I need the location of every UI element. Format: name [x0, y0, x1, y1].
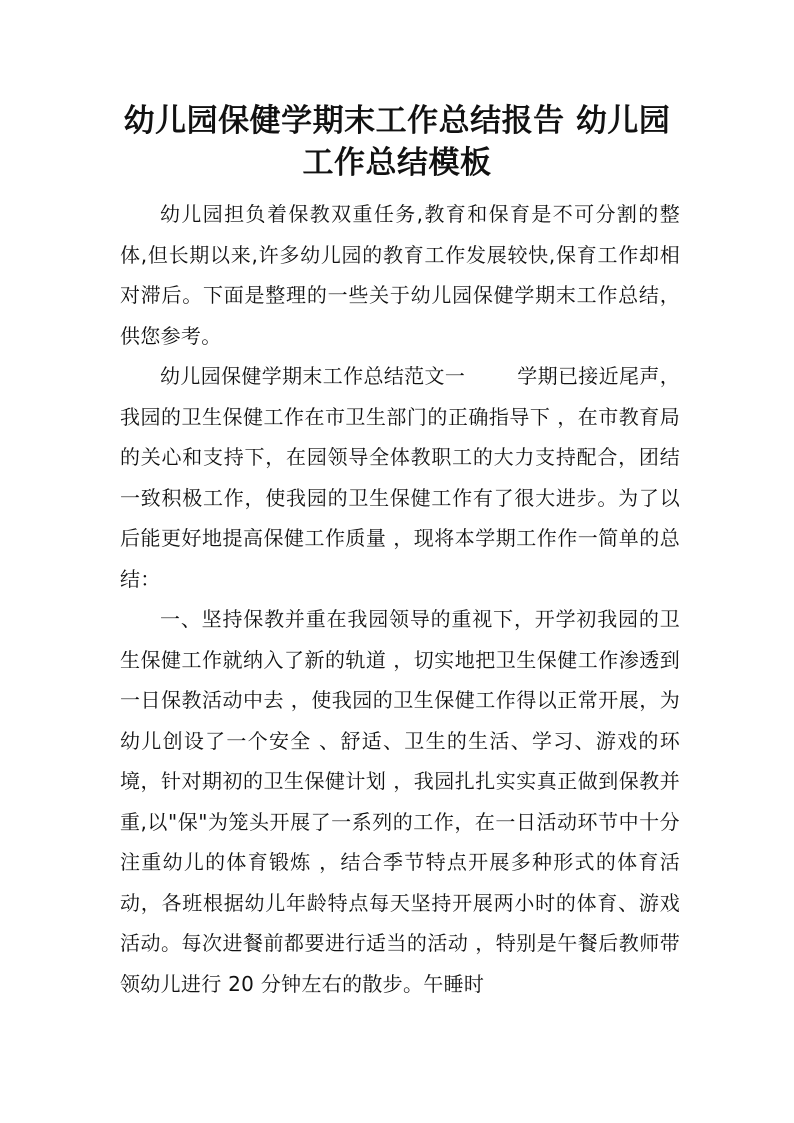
sample-opening: 学期已接近尾声，我园的卫生保健工作在市卫生部门的正确指导下 ，在市教育局的关心和支持下，在园领导全体教职工的大力支持配合，团结一致积极工作，使我园的卫生保健工作有了很大进步。为了以后能更好地提高保健工作质量 ，现将本学期工作作一简单的总结： — [120, 364, 680, 591]
document-title: 幼儿园保健学期末工作总结报告 幼儿园工作总结模板 — [123, 103, 671, 181]
sample-heading: 幼儿园保健学期末工作总结范文一 — [160, 364, 466, 388]
document-body — [120, 194, 680, 1004]
section-one-paragraph: 一、坚持保教并重在我园领导的重视下，开学初我园的卫生保健工作就纳入了新的轨道 ，切实地把卫生保健工作渗透到一日保教活动中去 ，使我园的卫生保健工作得以正常开展，为幼儿创设了一个安全 、舒适、卫生的生活、学习、游戏的环境，针对期初的卫生保健计划 ，我园扎扎实实真正做到保教并重,以"保"为笼头开展了一系列的工作，在一日活动环节中十分注重幼儿的体育锻炼 ，结合季节特点开展多种形式的体育活动，各班根据幼儿年龄特点每天坚持开展两小时的体育、游戏活动。每次进餐前都要进行适当的活动 ，特别是午餐后教师带领幼儿进行 20 分钟左右的散步。午睡时 — [120, 607, 680, 996]
intro-paragraph: 幼儿园担负着保教双重任务,教育和保育是不可分割的整体,但长期以来,许多幼儿园的教育工作发展较快,保育工作却相对滞后。下面是整理的一些关于幼儿园保健学期末工作总结，供您参考。 — [120, 202, 680, 348]
sample-paragraph — [120, 356, 680, 599]
